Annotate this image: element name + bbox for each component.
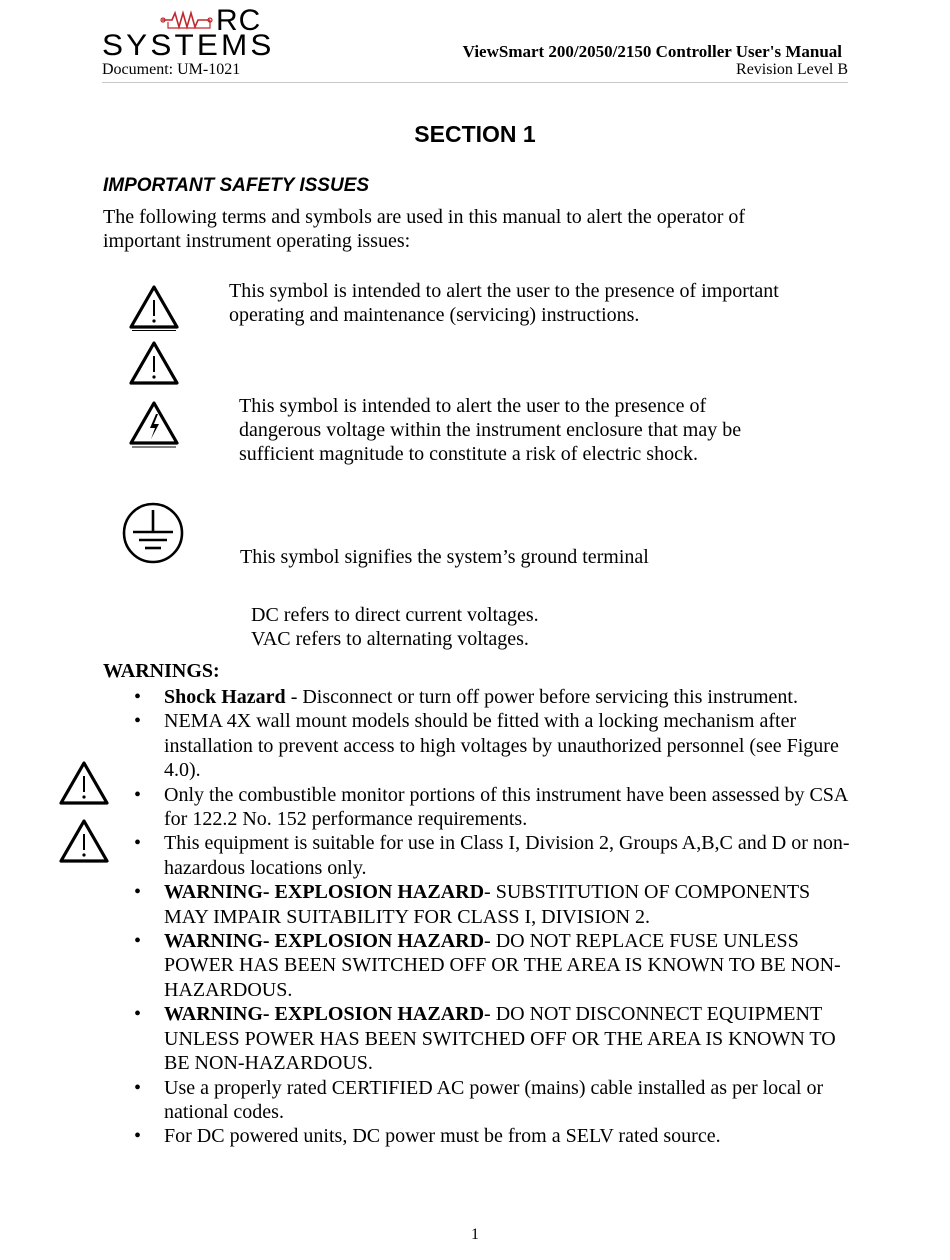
bullet: • <box>134 930 142 953</box>
high-voltage-icon <box>128 400 180 450</box>
caution-text-line-1: This symbol is intended to alert the user to the presence of important <box>229 280 779 302</box>
list-item <box>126 880 856 929</box>
bullet: • <box>134 1003 142 1026</box>
bullet: • <box>134 832 142 855</box>
vac-definition: VAC refers to alternating voltages. <box>251 628 529 650</box>
page-number: 1 <box>471 1226 479 1243</box>
caution-triangle-icon <box>128 284 180 332</box>
warning-text: This equipment is suitable for use in Class I, Division 2, Groups A,B,C and D or non-hazardous locations only. <box>164 832 850 879</box>
warning-text: - DO NOT REPLACE FUSE UNLESS POWER HAS BEEN SWITCHED OFF OR THE AREA IS KNOWN TO BE NON-HAZARDOUS. <box>164 930 841 1001</box>
list-item <box>126 1124 856 1148</box>
list-item <box>126 1002 856 1075</box>
section-subtitle: IMPORTANT SAFETY ISSUES <box>103 175 370 196</box>
section-title: SECTION 1 <box>414 121 536 147</box>
list-item <box>126 685 856 709</box>
intro-line-1: The following terms and symbols are used in this manual to alert the operator of <box>103 206 746 228</box>
caution-text-line-2: operating and maintenance (servicing) instructions. <box>229 304 640 326</box>
intro-line-2: important instrument operating issues: <box>103 230 411 252</box>
warning-text: - DO NOT DISCONNECT EQUIPMENT UNLESS POWER HAS BEEN SWITCHED OFF OR THE AREA IS KNOWN TO BE NON-HAZARDOUS. <box>164 1003 836 1075</box>
warning-text: For DC powered units, DC power must be from a SELV rated source. <box>164 1125 721 1148</box>
dc-definition: DC refers to direct current voltages. <box>251 604 539 626</box>
header-divider <box>102 82 848 83</box>
warning-bold-label: WARNING- EXPLOSION HAZARD <box>164 881 485 904</box>
warning-text: - SUBSTITUTION OF COMPONENTS MAY IMPAIR SUITABILITY FOR CLASS I, DIVISION 2. <box>164 881 811 928</box>
list-item <box>126 709 856 782</box>
warning-bold-label: WARNING- EXPLOSION HAZARD <box>164 930 485 953</box>
manual-title: ViewSmart 200/2050/2150 Controller User's Manual <box>462 42 842 61</box>
bullet: • <box>134 881 142 904</box>
bullet: • <box>134 710 142 733</box>
warning-bold-label: WARNING- EXPLOSION HAZARD <box>164 1003 485 1026</box>
caution-triangle-icon <box>128 340 180 388</box>
voltage-text-line-1: This symbol is intended to alert the user to the presence of <box>239 395 707 417</box>
bullet: • <box>134 1125 142 1148</box>
bullet: • <box>134 686 142 708</box>
logo-systems-text: SYSTEMS <box>102 29 275 62</box>
list-item <box>126 831 856 880</box>
logo-rc-text: RC <box>216 4 262 37</box>
warning-text: - Disconnect or turn off power before servicing this instrument. <box>285 686 798 708</box>
ground-terminal-icon <box>121 502 185 564</box>
document-number: Document: UM-1021 <box>102 61 241 78</box>
list-item <box>126 783 856 832</box>
voltage-text-line-3: sufficient magnitude to constitute a risk of electric shock. <box>239 443 698 465</box>
list-item <box>126 929 856 1002</box>
warning-bold-label: Shock Hazard <box>164 686 286 708</box>
caution-triangle-icon <box>58 818 110 866</box>
list-item <box>126 1076 856 1125</box>
warnings-heading: WARNINGS: <box>103 660 220 682</box>
ground-text: This symbol signifies the system’s ground terminal <box>240 546 649 568</box>
warning-text: NEMA 4X wall mount models should be fitted with a locking mechanism after installation to prevent access to high voltages by unauthorized personnel (see Figure 4.0). <box>164 710 839 782</box>
caution-triangle-icon <box>58 760 110 808</box>
bullet: • <box>134 1076 142 1099</box>
warnings-list <box>126 685 856 1149</box>
revision-level: Revision Level B <box>736 61 848 78</box>
voltage-text-line-2: dangerous voltage within the instrument enclosure that may be <box>239 419 742 441</box>
warning-text: Use a properly rated CERTIFIED AC power (mains) cable installed as per local or national codes. <box>164 1076 824 1123</box>
logo-resistor-icon <box>160 10 218 30</box>
warning-text: Only the combustible monitor portions of this instrument have been assessed by CSA for 122.2 No. 152 performance requirements. <box>164 783 848 831</box>
bullet: • <box>134 783 142 806</box>
